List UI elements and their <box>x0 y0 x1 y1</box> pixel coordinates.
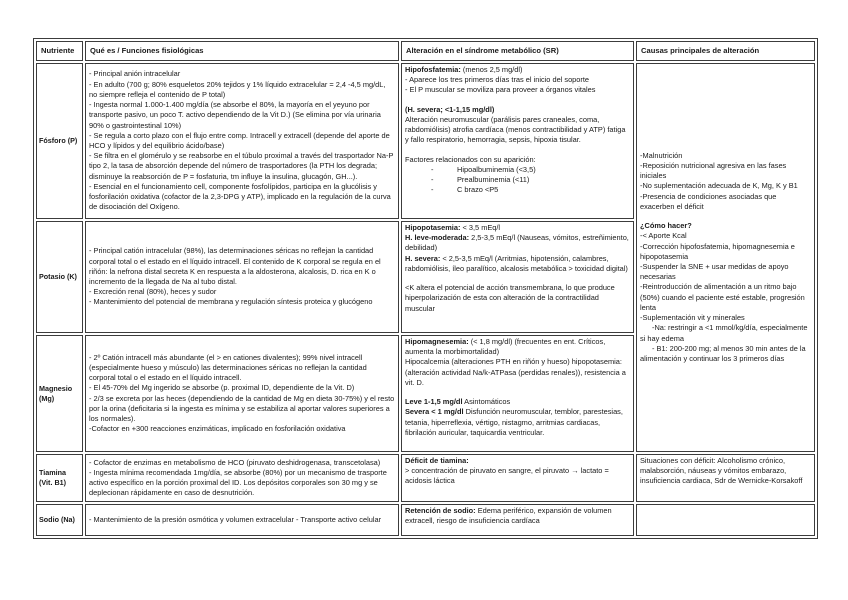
cell-tiamina-funciones <box>85 454 399 502</box>
text-line: - Ingesta mínima recomendada 1mg/día, se absorbe (80%) por un mecanismo de trasporte activo específico en la porción proximal del ID. Los depósitos corporales son 30 mg y se deplecionan rápidamente en caso de desnutrición. <box>89 467 387 498</box>
cell-causas-merged <box>636 63 815 452</box>
text-line: Hipofosfatemia: (menos 2,5 mg/dl) <box>405 65 523 74</box>
text-line: - Ingesta normal 1.000-1.400 mg/día (se absorbe el 80%, la mayoría en el yeyuno por transporte pasivo, un poco T. activo dependiendo de la Vit D.) (Se elimina por vía urinaria 90% o gastrointestinal 10%) <box>89 100 381 130</box>
text-line: H. severa: < 2,5-3,5 mEq/l (Arritmias, hipotensión, calambres, rabdomiólisis, íleo paralítico, alcalosis metabólica > toxicidad digital) <box>405 253 628 273</box>
text-line: - Se regula a corto plazo con el flujo entre comp. Intracell y extracell (depende del aporte de HCO y lípidos y del equilibrio ácido/base) <box>89 130 390 150</box>
text-line: -Malnutrición <box>640 150 683 160</box>
text-line: -Suplementación vit y minerales <box>640 313 745 323</box>
cell-sodio-alteracion <box>401 504 634 536</box>
text-line: - Esencial en el funcionamiento cell, componente fosfolípidos, participa en la glucólisis y fosforilación oxidativa (cofactor de la 2,3-DPG y ATP), implicado en la regulación de la curva de disociación del Oxígeno. <box>89 181 391 212</box>
row-label-tiamina: Tiamina (Vit. B1) <box>36 454 83 502</box>
text-line: -Reposición nutricional agresiva en las fases iniciales <box>640 161 787 181</box>
text-line: <K altera el potencial de acción transmembrana, lo que produce hiperpolarización de esta con alteración de la contractilidad muscular <box>405 283 615 313</box>
row-label-magnesio: Magnesio (Mg) <box>36 335 83 452</box>
text-line: (H. severa; <1-1,15 mg/dl) <box>405 104 495 114</box>
cell-fosforo-alteracion <box>401 63 634 219</box>
header-nutriente: Nutriente <box>36 41 83 61</box>
text-line: Situaciones con déficit: Alcoholismo crónico, malabsorción, náuseas y vómitos embarazo, insuficiencia cardiaca, Sdr de Wernicke-Korsakoff <box>640 456 803 486</box>
table-header-row <box>36 41 815 61</box>
text-line: -Presencia de condiciones asociadas que exacerben el déficit <box>640 191 777 211</box>
text-line: - 2º Catión intracell más abundante (el > en cationes divalentes); 99% nivel intracell (especialmente hueso y músculo) las determinaciones séricas no reflejan la cantidad corporal total o el estado en el líquido intracell. <box>89 352 367 383</box>
cell-tiamina-causas <box>636 454 815 502</box>
text-line: - El 45-70% del Mg ingerido se absorbe (p. proximal ID, dependiente de la Vit. D) <box>89 383 355 393</box>
text-line: - Se filtra en el glomérulo y se reabsorbe en el túbulo proximal a través del trasportador Na-P tipo 2, la tasa de absorción depende del número de trasportadores (la PTH los degrada; disminuye la reabsorción de P = fosfaturia, tm influye la insulina, glucagón, GH...). <box>89 151 394 181</box>
text-line: - Cofactor de enzimas en metabolismo de HCO (piruvato deshidrogenasa, transcetolasa) <box>89 457 381 467</box>
text-line: - Mantenimiento de la presión osmótica y volumen extracelular - Transporte activo celular <box>89 514 382 524</box>
row-label-fosforo: Fósforo (P) <box>36 63 83 219</box>
text-line: Alteración neuromuscular (parálisis pares craneales, coma, rabdomiólisis) atrofia cardíaca (menos contractibilidad y ATP) fatiga y fallo respiratorio, hemorragia, sepsis, hipoxia tisular. <box>405 114 626 145</box>
text-line: Retención de sodio: Edema periférico, expansión de volumen extracell, riesgo de insuficiencia cardíaca <box>405 506 612 526</box>
row-label-potasio: Potasio (K) <box>36 221 83 333</box>
text-line: Déficit de tiamina: <box>405 456 469 465</box>
text-line: Hipomagnesemia: (< 1,8 mg/dl) (frecuentes en ent. Críticos, aumenta la morbimortalidad) <box>405 337 606 357</box>
cell-fosforo-funciones <box>85 63 399 219</box>
text-line: - Hipoalbuminemia (<3,5) <box>405 165 630 175</box>
cell-magnesio-funciones <box>85 335 399 452</box>
text-line: -Corrección hipofosfatemia, hipomagnesemia e hipopotasemia <box>640 241 795 261</box>
text-line: Factores relacionados con su aparición: <box>405 154 536 164</box>
text-line: - El P muscular se moviliza para proveer a órganos vitales <box>405 85 596 95</box>
text-line: -No suplementación adecuada de K, Mg, K y B1 <box>640 181 798 191</box>
nutrients-table <box>33 38 818 539</box>
text-line: -Reintroducción de alimentación a un ritmo bajo (50%) cuando el paciente esté estable, progresión lenta <box>640 282 805 312</box>
text-line: - Excreción renal (80%), heces y sudor <box>89 287 217 297</box>
cell-potasio-funciones <box>85 221 399 333</box>
text-line: Hipocalcemia (alteraciones PTH en riñón y hueso) hipopotasemia: (alteración actividad Na/k-ATPasa (perdidas renales)), resistencia a vit. D. <box>405 357 626 387</box>
text-line: - Prealbuminemia (<11) <box>405 175 630 185</box>
text-line: -Na: restringir a <1 mmol/kg/día, especialmente si hay edema <box>640 323 808 343</box>
text-line: - Mantenimiento del potencial de membrana y regulación síntesis proteica y glucógeno <box>89 297 373 307</box>
text-line: ¿Cómo hacer? <box>640 221 692 231</box>
text-line: -Cofactor en +300 reacciones enzimáticas, implicado en fosforilación oxidativa <box>89 424 346 434</box>
text-line: Hipopotasemia: < 3,5 mEq/l <box>405 223 501 232</box>
text-line: > concentración de piruvato en sangre, el piruvato → lactato = acidosis láctica <box>405 466 609 486</box>
text-line: H. leve-moderada: 2,5-3,5 mEq/l (Nauseas, vómitos, estreñimiento, debilidad) <box>405 233 629 253</box>
table-row-tiamina <box>36 454 815 502</box>
text-line: - En adulto (700 g; 80% esqueletos 20% tejidos y 1% líquido extracelular = 2,4 -4,5 mg/dL, no siempre refleja el contenido de P total) <box>89 79 386 99</box>
cell-magnesio-alteracion <box>401 335 634 452</box>
header-causas: Causas principales de alteración <box>636 41 815 61</box>
text-line: - 2/3 se excreta por las heces (dependiendo de la cantidad de Mg en dieta 30-75%) y el resto por la orina (deficitaria si la ingesta es mínima y se estabiliza al aportar valores superiores a los normales). <box>89 393 395 423</box>
row-label-sodio: Sodio (Na) <box>36 504 83 536</box>
text-line: Leve 1-1,5 mg/dl Asintomáticos <box>405 397 511 407</box>
text-line: - B1: 200-200 mg; al menos 30 min antes de la alimentación y continuar los 3 primeros días <box>640 343 806 363</box>
cell-potasio-alteracion <box>401 221 634 333</box>
text-line: - C brazo <P5 <box>405 185 630 195</box>
cell-sodio-causas <box>636 504 815 536</box>
header-funciones: Qué es / Funciones fisiológicas <box>85 41 399 61</box>
text-line: -< Aporte Kcal <box>640 231 687 241</box>
header-alteracion: Alteración en el síndrome metabólico (SR) <box>401 41 634 61</box>
cell-sodio-funciones <box>85 504 399 536</box>
table-row-fosforo <box>36 63 815 219</box>
text-line: Severa < 1 mg/dl Disfunción neuromuscular, temblor, parestesias, tetania, hiperreflexia, vértigo, nistagmo, arritmias cardiacas, fibrilación auricular, taquicardia ventricular. <box>405 407 623 437</box>
table-row-sodio <box>36 504 815 536</box>
cell-tiamina-alteracion <box>401 454 634 502</box>
text-line: -Suspender la SNE + usar medidas de apoyo necesarias <box>640 262 789 282</box>
text-line: - Principal catión intracelular (98%), las determinaciones séricas no reflejan la cantidad corporal total o el estado en el líquido intracell. El contenido de K corporal se regula en el riñón: la nefrona distal secreta K en respuesta a la aldosterona, alcalosis, D. rica en K o incremento de la llegada de Na al tubo distal. <box>89 246 381 286</box>
text-line: - Principal anión intracelular <box>89 69 181 79</box>
text-line: - Aparece los tres primeros días tras el inicio del soporte <box>405 75 590 85</box>
